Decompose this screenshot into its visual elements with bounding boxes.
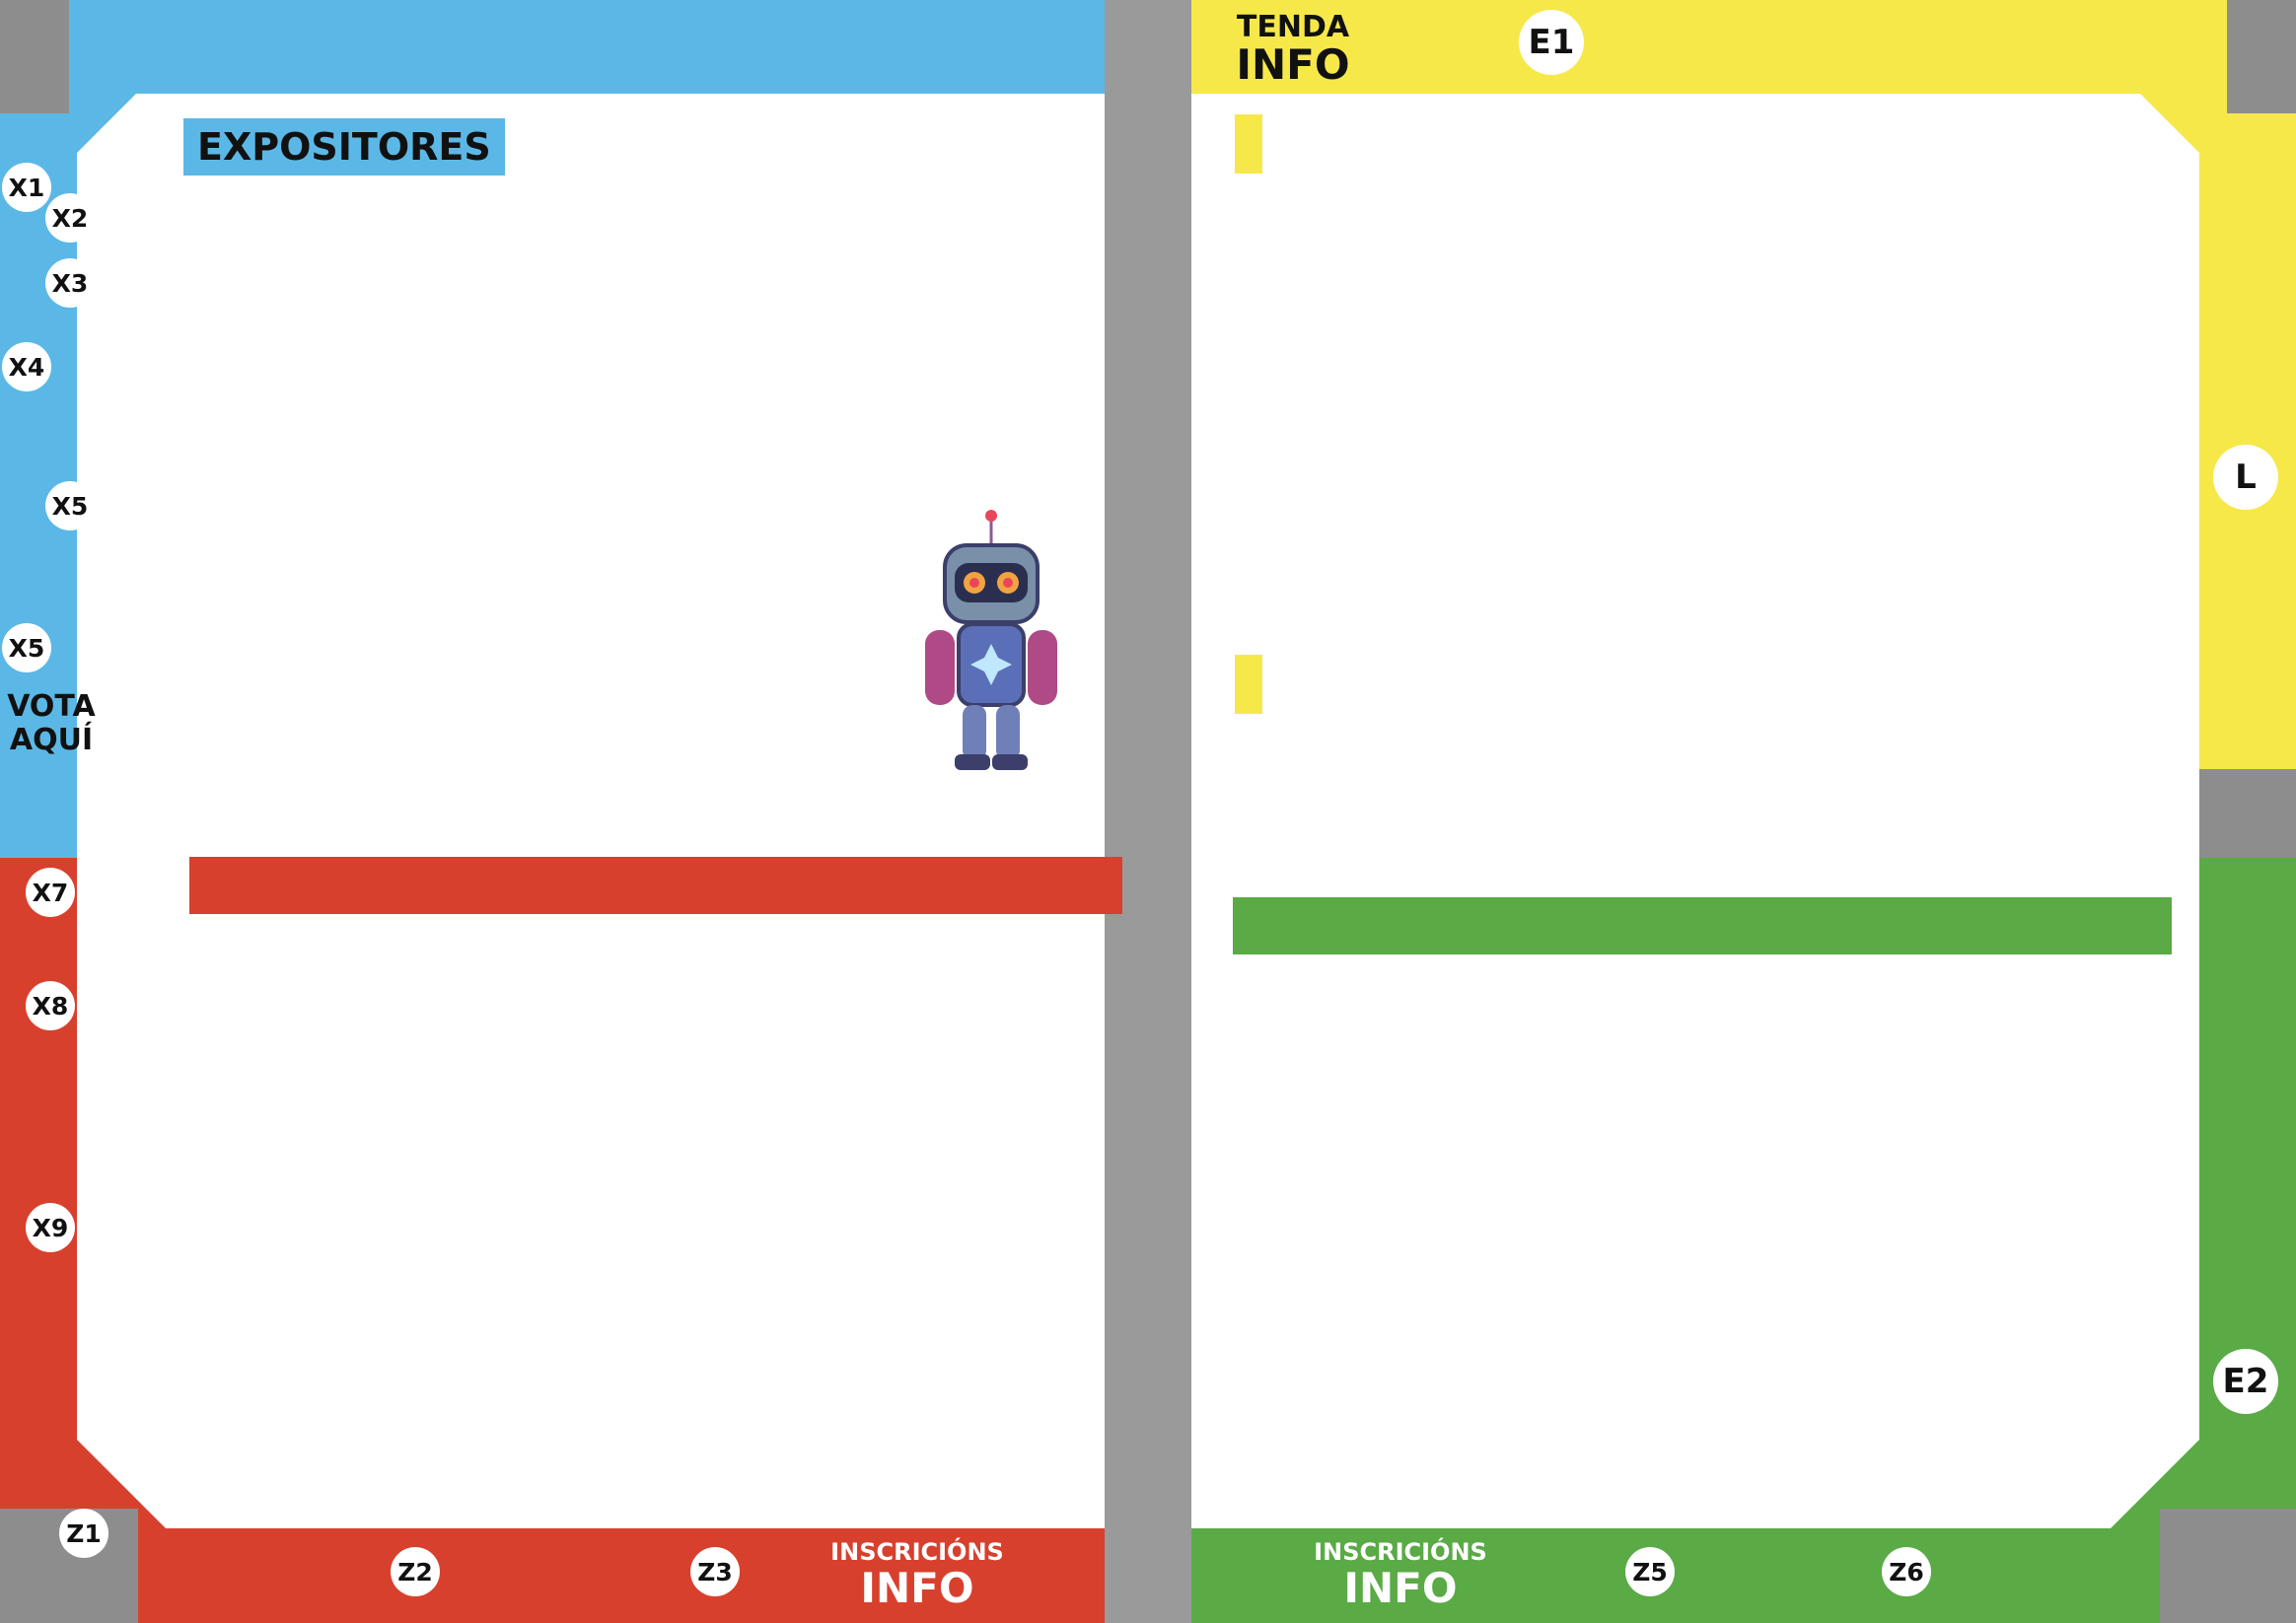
- obradoiros-right-title: [1233, 897, 2172, 954]
- grey-corner-tl: [0, 0, 69, 113]
- zone-marker-x2: X2: [45, 193, 95, 243]
- grey-corner-tr: [2227, 0, 2296, 113]
- tenda-label: TENDA: [1236, 10, 1350, 44]
- zone-marker-z1: Z1: [59, 1509, 108, 1558]
- zone-marker-z6: Z6: [1882, 1547, 1931, 1596]
- mesa-row: [0, 339, 2296, 368]
- mesas-title: [1235, 114, 1262, 174]
- ludoteca-row: [0, 765, 2296, 794]
- zone-marker-l: L: [2213, 445, 2278, 510]
- mesa-row: [0, 368, 2296, 396]
- mesa-row: [0, 396, 2296, 425]
- ludoteca-row: [0, 794, 2296, 822]
- obradoiro-right-row: [0, 1378, 2296, 1407]
- obradoiro-right-row: [0, 1150, 2296, 1178]
- info-label-top: INFO: [1236, 40, 1350, 89]
- zone-marker-x9: X9: [26, 1203, 75, 1252]
- obradoiro-right-row: [0, 1321, 2296, 1350]
- zone-marker-x8: X8: [26, 981, 75, 1030]
- ludotecas-title: [1235, 655, 1262, 714]
- inscricions-label-right: INSCRICIÓNS: [1314, 1538, 1487, 1566]
- mesa-row: [0, 597, 2296, 625]
- grey-corner-br: [2160, 1509, 2296, 1623]
- zone-marker-z2: Z2: [391, 1547, 440, 1596]
- info-label-right: INFO: [1343, 1564, 1458, 1612]
- mesa-row: [0, 311, 2296, 339]
- mesa-row: [0, 482, 2296, 511]
- vote-label-line1: VOTA: [7, 689, 96, 724]
- zone-marker-x1: X1: [2, 163, 51, 212]
- mesa-row: [0, 225, 2296, 253]
- obradoiro-right-row: [0, 1007, 2296, 1035]
- inscricions-info-left: [809, 1538, 1026, 1611]
- zone-marker-x5-top: X5: [45, 481, 95, 530]
- obradoiro-right-row: [0, 1235, 2296, 1264]
- obradoiro-right-row: [0, 1178, 2296, 1207]
- obradoiros-left-title: [189, 857, 1122, 914]
- mesa-row: [0, 454, 2296, 482]
- mesa-row: [0, 511, 2296, 539]
- mesa-row: [0, 253, 2296, 282]
- zone-marker-x5-bottom: X5: [2, 623, 51, 672]
- expositores-title: EXPOSITORES: [183, 118, 505, 176]
- zone-marker-x4: X4: [2, 342, 51, 391]
- obradoiro-left-row: [0, 975, 2296, 1004]
- zone-marker-z5: Z5: [1625, 1547, 1675, 1596]
- obradoiro-right-row: [0, 1207, 2296, 1235]
- obradoiro-right-row: [0, 1293, 2296, 1321]
- zone-marker-x7: X7: [26, 868, 75, 917]
- obradoiro-right-row: [0, 1407, 2296, 1436]
- zone-marker-e1: E1: [1519, 10, 1584, 75]
- obradoiro-right-row: [0, 1093, 2296, 1121]
- mesa-row: [0, 539, 2296, 568]
- zone-marker-e2: E2: [2213, 1349, 2278, 1414]
- obradoiro-right-row: [0, 1350, 2296, 1378]
- obradoiro-right-row: [0, 1035, 2296, 1064]
- zone-marker-z3: Z3: [690, 1547, 740, 1596]
- obradoiro-right-row: [0, 1264, 2296, 1293]
- zone-marker-x3: X3: [45, 258, 95, 308]
- obradoiro-right-row: [0, 1064, 2296, 1093]
- ludoteca-row: [0, 822, 2296, 851]
- tenda-info-label: [1229, 12, 1357, 87]
- vote-label-line2: AQUÍ: [9, 723, 94, 757]
- info-label-left: INFO: [860, 1564, 974, 1612]
- obradoiro-right-row: [0, 1121, 2296, 1150]
- mesa-row: [0, 425, 2296, 454]
- obradoiro-right-row: [0, 1436, 2296, 1464]
- mesa-row: [0, 568, 2296, 597]
- inscricions-info-right: [1292, 1538, 1509, 1611]
- mesa-row: [0, 196, 2296, 225]
- inscricions-label-left: INSCRICIÓNS: [830, 1538, 1004, 1566]
- vote-here-label: [2, 690, 101, 757]
- mesa-row: [0, 282, 2296, 311]
